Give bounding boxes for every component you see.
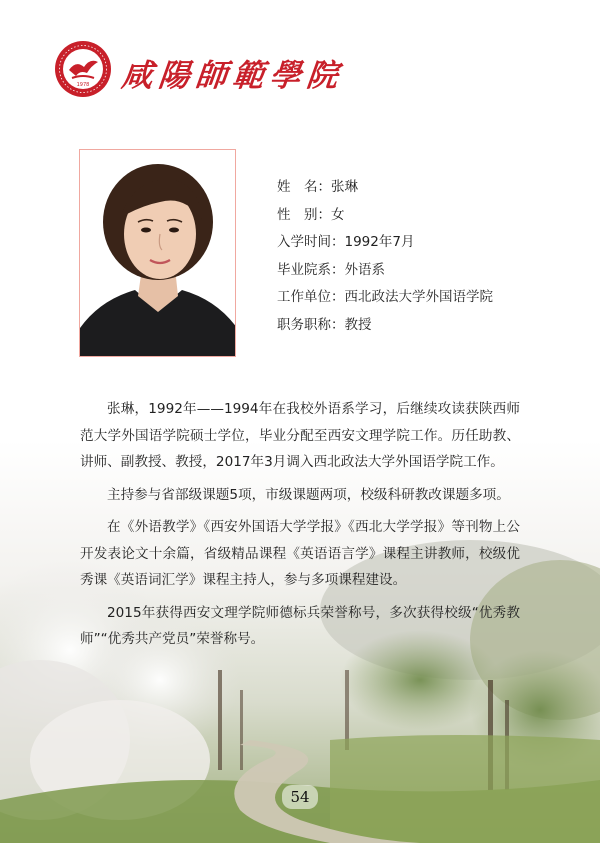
svg-text:1978: 1978 [76, 82, 90, 88]
school-name: 咸陽師範學院 [119, 58, 346, 94]
info-value: 外语系 [344, 261, 385, 278]
page-number: 54 [282, 785, 318, 809]
info-row-name [277, 174, 493, 202]
info-label: 职务职称： [277, 316, 345, 333]
info-row-employer [277, 284, 493, 312]
bio-paragraph: 主持参与省部级课题5项，市级课题两项，校级科研教改课题多项。 [107, 486, 510, 503]
info-row-title [277, 312, 493, 340]
bio-paragraph: 2015年获得西安文理学院师德标兵荣誉称号，多次获得校级“优秀教师”“优秀共产党员”荣誉称号。 [80, 604, 520, 647]
info-value: 西北政法大学外国语学院 [344, 289, 493, 305]
portrait-photo [79, 149, 236, 357]
info-row-gender [277, 202, 493, 230]
info-label: 入学时间： [277, 234, 345, 250]
info-label: 毕业院系： [277, 261, 345, 278]
info-label: 姓 名： [277, 179, 331, 195]
portrait-image [80, 150, 236, 357]
profile-info [277, 174, 493, 339]
info-value: 张琳 [331, 179, 358, 195]
bio-paragraph: 张琳，1992年——1994年在我校外语系学习，后继续攻读获陕西师范大学外国语学院硕士学位，毕业分配至西安文理学院工作。历任助教、讲师、副教授、教授，2017年3月调入西北政法大学外国语学院工作。 [80, 401, 520, 470]
info-value: 教授 [344, 316, 372, 333]
info-row-department [277, 257, 493, 285]
info-label: 性 别： [277, 206, 331, 223]
info-label: 工作单位： [277, 289, 345, 305]
info-row-enrollment [277, 229, 493, 257]
info-value: 1992年7月 [344, 234, 415, 250]
school-logo-icon [54, 40, 112, 98]
info-value: 女 [331, 206, 345, 223]
bio-paragraph: 在《外语教学》《西安外国语大学学报》《西北大学学报》等刊物上公开发表论文十余篇，省级精品课程《英语语言学》课程主讲教师，校级优秀课《英语词汇学》课程主持人，参与多项课程建设。 [80, 519, 520, 588]
biography-text [80, 396, 520, 659]
